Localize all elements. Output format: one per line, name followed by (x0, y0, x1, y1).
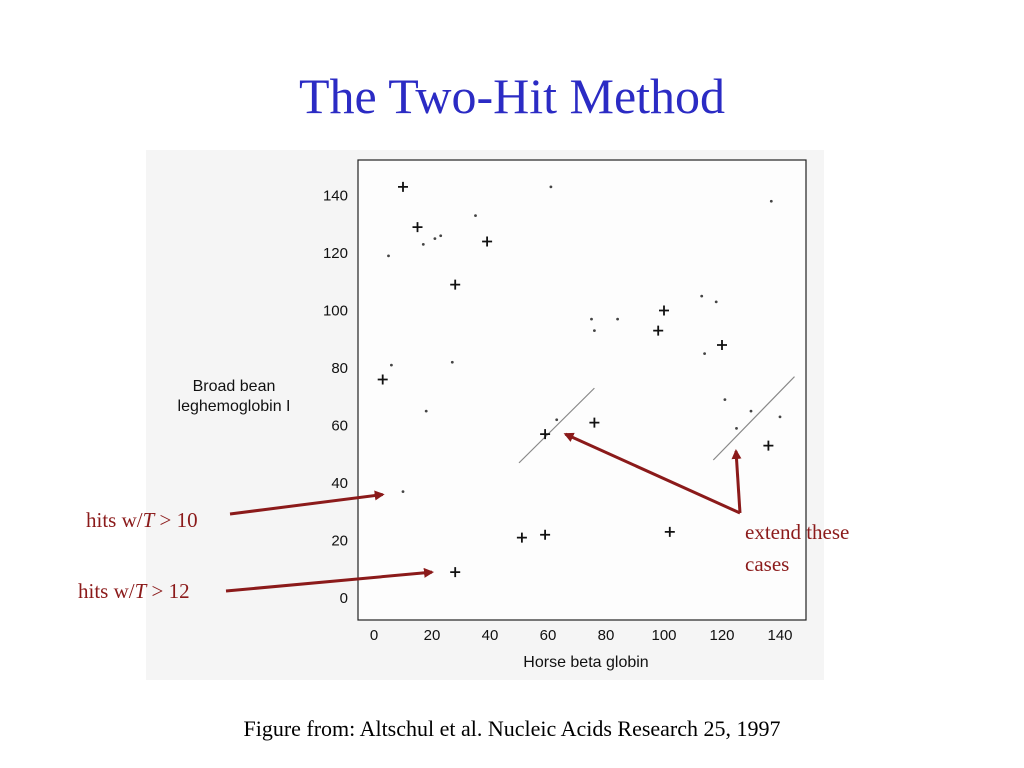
dot-point (593, 329, 596, 332)
dot-point (724, 398, 727, 401)
dot-point (555, 418, 558, 421)
dot-point (703, 352, 706, 355)
x-tick-label: 0 (369, 627, 379, 644)
x-tick-label: 140 (767, 627, 793, 644)
x-tick-label: 80 (597, 627, 615, 644)
dot-point (750, 410, 753, 413)
dot-point (779, 415, 782, 418)
dot-point (715, 300, 718, 303)
dot-point (550, 185, 553, 188)
dot-point (422, 243, 425, 246)
figure-caption: Figure from: Altschul et al. Nucleic Acids Research 25, 1997 (243, 716, 781, 741)
dot-point (590, 318, 593, 321)
y-tick-label: 140 (322, 187, 348, 205)
dot-point (474, 214, 477, 217)
dot-point (451, 361, 454, 364)
x-tick-label: 40 (481, 627, 499, 644)
dot-point (434, 237, 437, 240)
annotation-var: T (134, 579, 147, 603)
dot-point (770, 200, 773, 203)
y-axis-label-line: Broad bean (192, 378, 276, 395)
annotation-prefix: hits w/ (78, 579, 135, 603)
y-tick-label: 60 (331, 417, 348, 435)
dot-point (616, 318, 619, 321)
y-tick-label: 100 (322, 302, 348, 320)
annotation-extend-line1: extend these (745, 520, 850, 544)
annotation-hits-t12 (78, 579, 190, 603)
x-tick-label: 100 (651, 627, 677, 644)
plot-area (358, 160, 806, 620)
dot-point (402, 490, 405, 493)
y-tick-label: 40 (331, 475, 348, 492)
dot-point (390, 364, 393, 367)
y-tick-label: 0 (339, 590, 348, 607)
annotation-extend (745, 516, 849, 580)
annotation-suffix: > 12 (146, 579, 190, 603)
dot-point (425, 410, 428, 413)
y-tick-label: 20 (331, 532, 348, 550)
slide-title: The Two-Hit Method (298, 68, 726, 124)
x-tick-label: 20 (423, 627, 441, 644)
dot-point (735, 427, 738, 430)
annotation-var: T (142, 508, 155, 532)
x-tick-label: 120 (709, 627, 735, 644)
x-axis-label: Horse beta globin (523, 654, 649, 671)
annotation-suffix: > 10 (154, 508, 198, 532)
dot-point (700, 295, 703, 298)
y-axis-label-line: leghemoglobin I (177, 398, 291, 415)
y-tick-label: 80 (331, 360, 348, 377)
x-tick-label: 60 (539, 627, 557, 644)
y-tick-label: 120 (322, 245, 348, 262)
annotation-hits-t10 (86, 508, 198, 532)
dot-point (387, 254, 390, 257)
dot-point (439, 234, 442, 237)
annotation-extend-line2: cases (745, 552, 790, 576)
annotation-prefix: hits w/ (86, 508, 143, 532)
